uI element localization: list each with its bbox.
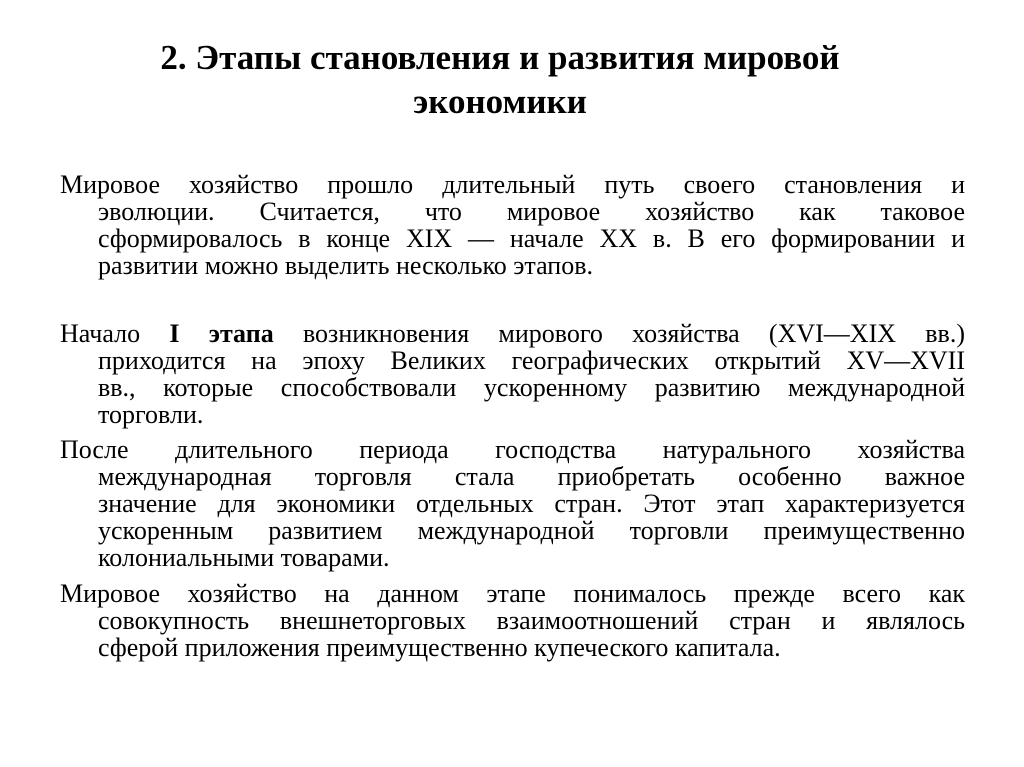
text-line: приходится на эпоху Великих географических открытий XV—XVII xyxy=(98,346,965,375)
text-line: сформировалось в конце XIX — начале XX в. В его формировании и xyxy=(98,224,965,253)
paragraph-stage-1 xyxy=(60,320,965,428)
stage-emphasis: I этапа xyxy=(169,319,274,348)
text-line xyxy=(60,320,965,347)
text-line: значение для экономики отдельных стран. Этот этап характеризуется xyxy=(98,489,965,518)
text-line: Мировое хозяйство прошло длительный путь своего становления и xyxy=(60,170,965,199)
title-line-1: 2. Этапы становления и развития мировой xyxy=(160,38,840,77)
paragraph-intro xyxy=(60,171,965,279)
title-line-2: экономики xyxy=(413,82,587,121)
text-line: эволюции. Считается, что мировое хозяйство как таковое xyxy=(98,197,965,226)
text-line: сферой приложения преимущественно купеческого капитала. xyxy=(98,633,781,662)
text-segment: Начало xyxy=(60,319,170,348)
text-segment: возникновения мирового хозяйства (XVI—XIX вв.) xyxy=(273,319,965,348)
text-line: колониальными товарами. xyxy=(98,543,390,572)
text-line: Мировое хозяйство на данном этапе понималось прежде всего как xyxy=(60,579,965,608)
text-line: развитии можно выделить несколько этапов. xyxy=(98,251,593,280)
paragraph-trade xyxy=(60,436,965,571)
text-line: ускоренным развитием международной торговли преимущественно xyxy=(98,516,965,545)
text-line: торговли. xyxy=(98,400,204,429)
paragraph-merchant-capital xyxy=(60,580,965,661)
text-line: международная торговля стала приобретать особенно важное xyxy=(98,462,965,491)
text-line: После длительного периода господства натурального хозяйства xyxy=(60,435,965,464)
page-title xyxy=(0,36,1000,124)
text-line: совокупность внешнеторговых взаимоотношений стран и являлось xyxy=(98,606,965,635)
text-line: вв., которые способствовали ускоренному развитию международной xyxy=(98,373,965,402)
